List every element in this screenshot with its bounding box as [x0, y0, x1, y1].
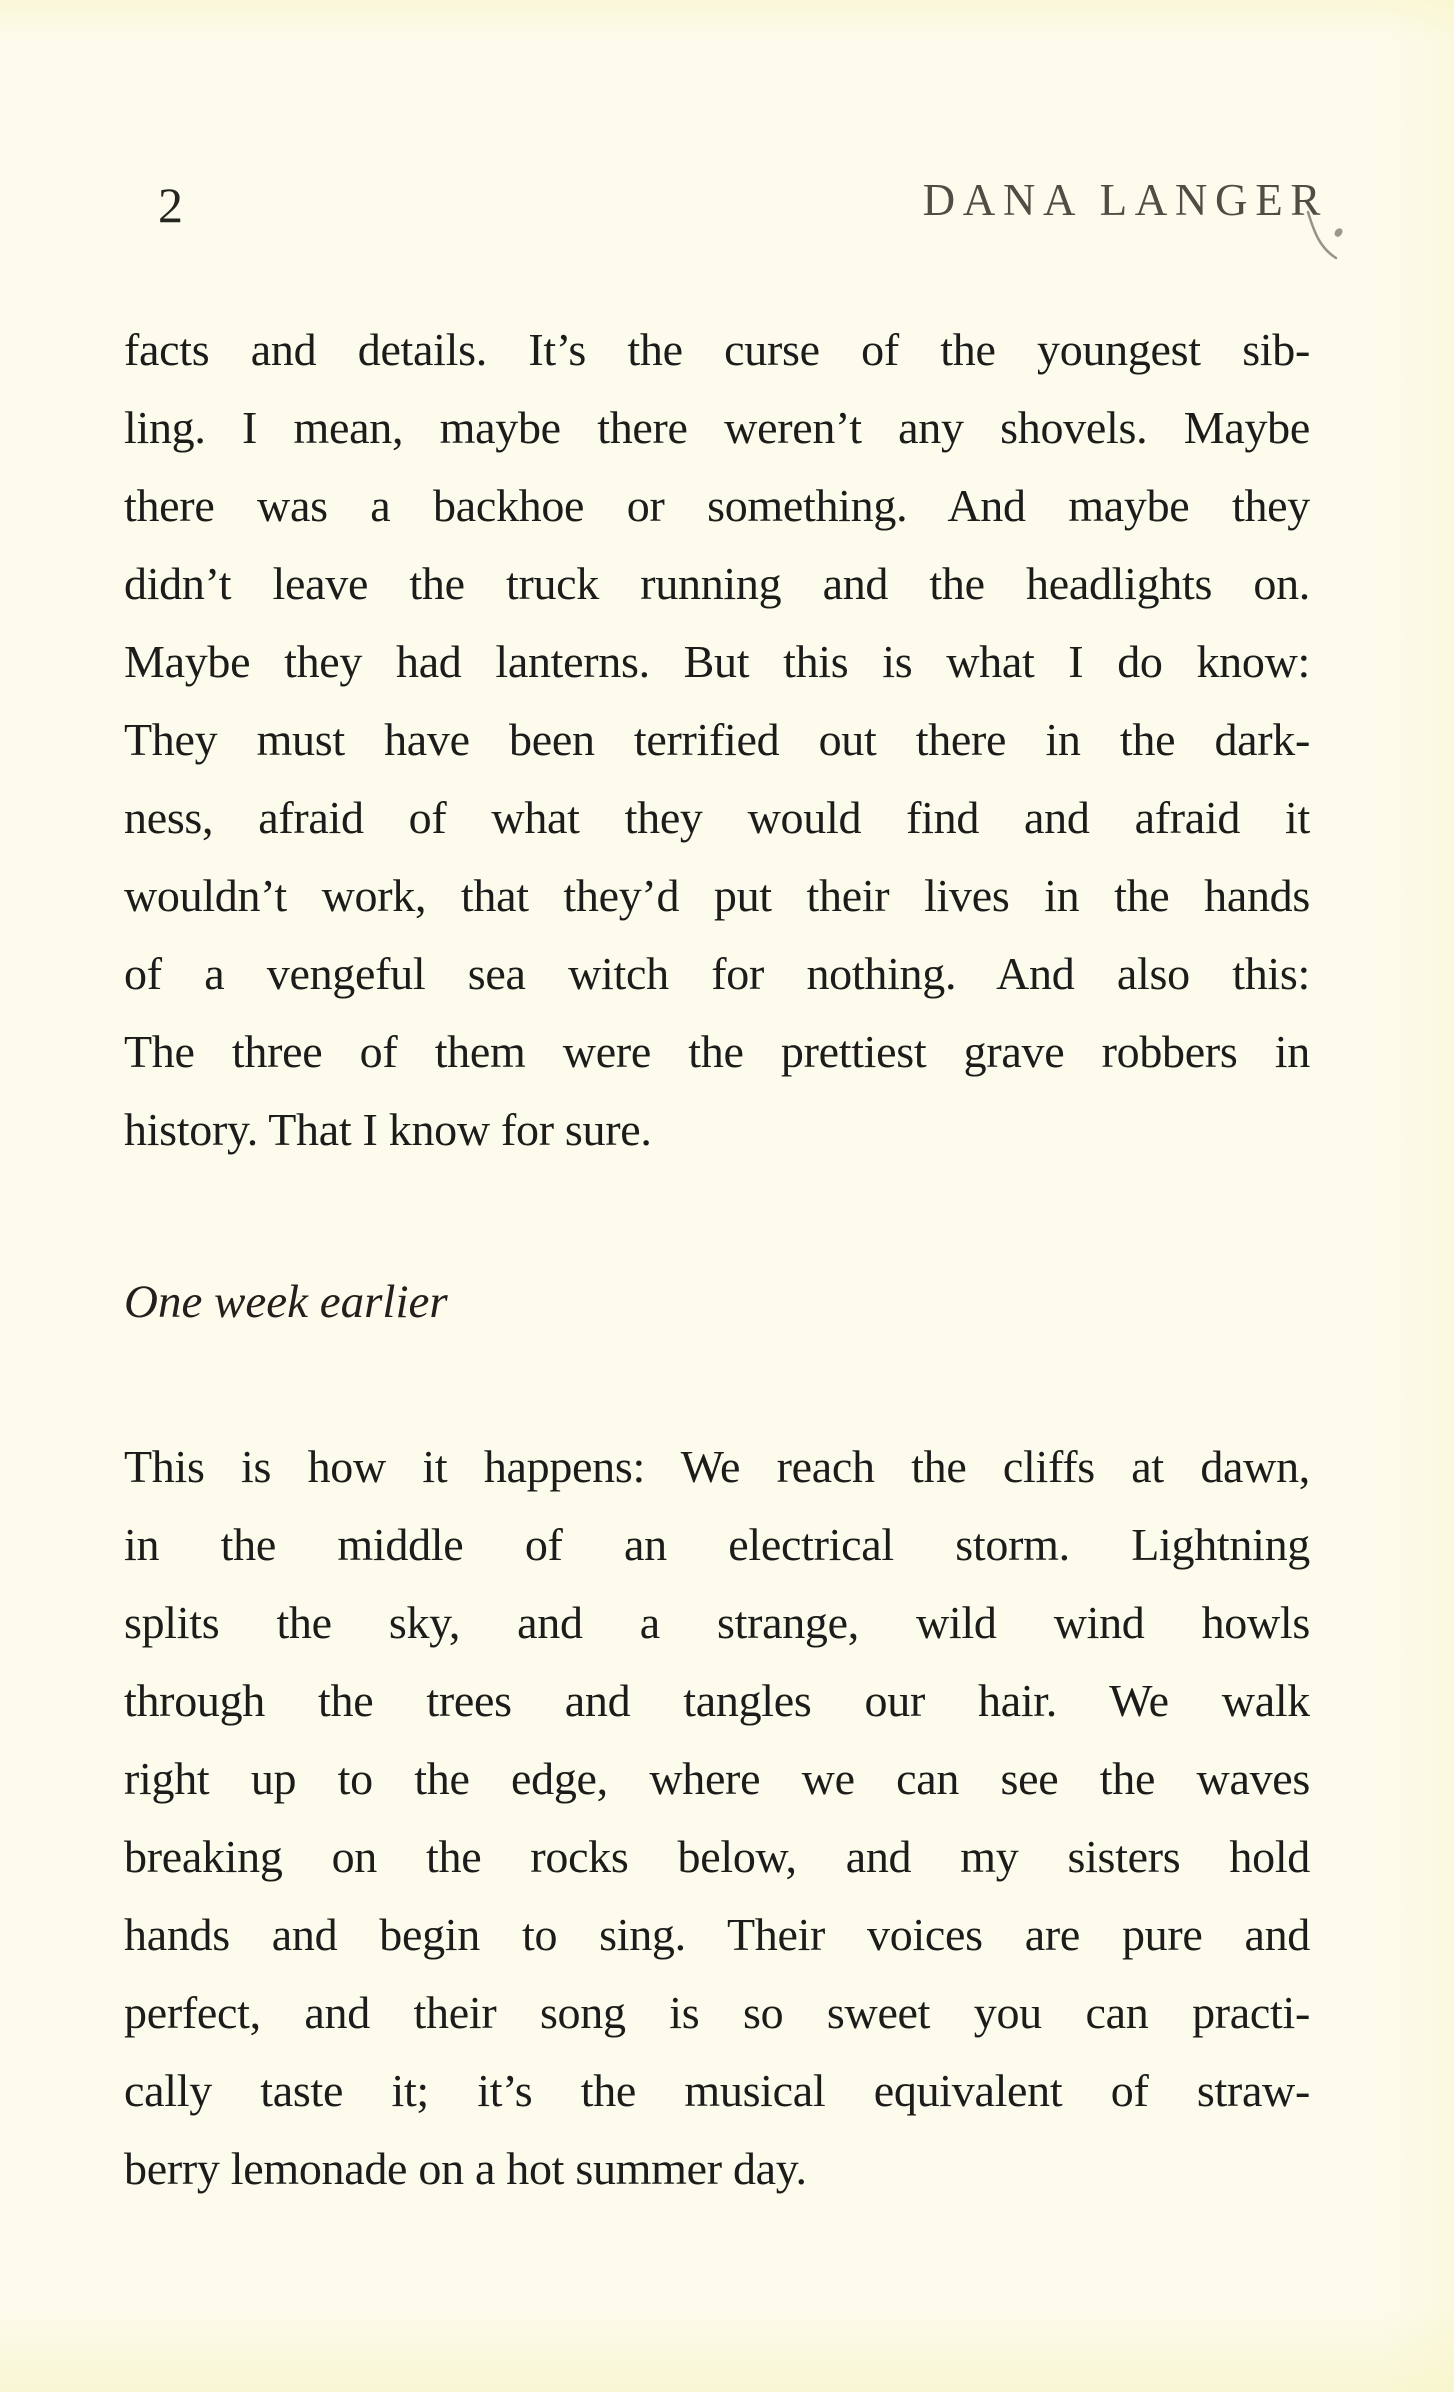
text-line: through the trees and tangles our hair. We walk	[124, 1675, 1310, 1726]
section-break-heading: One week earlier	[124, 1276, 448, 1328]
text-line: didn’t leave the truck running and the headlights on.	[124, 558, 1310, 609]
text-line: splits the sky, and a strange, wild wind howls	[124, 1597, 1310, 1648]
text-line: wouldn’t work, that they’d put their lives in the hands	[124, 870, 1310, 921]
page-number: 2	[158, 177, 183, 233]
text-line: The three of them were the prettiest grave robbers in	[124, 1026, 1310, 1077]
text-line: history. That I know for sure.	[124, 1104, 652, 1155]
text-line: Maybe they had lanterns. But this is what I do know:	[124, 636, 1310, 687]
text-line: right up to the edge, where we can see the waves	[124, 1753, 1310, 1804]
text-line: cally taste it; it’s the musical equivalent of straw-	[124, 2065, 1310, 2116]
text-line: hands and begin to sing. Their voices are pure and	[124, 1909, 1310, 1960]
running-header: DANA LANGER	[922, 175, 1328, 225]
text-line: berry lemonade on a hot summer day.	[124, 2143, 807, 2194]
text-line: ling. I mean, maybe there weren’t any shovels. Maybe	[124, 402, 1310, 453]
text-line: there was a backhoe or something. And maybe they	[124, 480, 1310, 531]
text-line: This is how it happens: We reach the cliffs at dawn,	[124, 1441, 1310, 1492]
text-line: facts and details. It’s the curse of the youngest sib-	[124, 324, 1310, 375]
text-line: ness, afraid of what they would find and afraid it	[124, 792, 1310, 843]
text-line: breaking on the rocks below, and my sisters hold	[124, 1831, 1310, 1882]
text-line: They must have been terrified out there in the dark-	[124, 714, 1310, 765]
text-line: perfect, and their song is so sweet you can practi-	[124, 1987, 1310, 2038]
text-line: of a vengeful sea witch for nothing. And also this:	[124, 948, 1310, 999]
paragraph-1	[124, 311, 1310, 1169]
header-swash-flourish	[1306, 210, 1346, 270]
paragraph-2	[124, 1428, 1310, 2208]
text-line: in the middle of an electrical storm. Lightning	[124, 1519, 1310, 1570]
